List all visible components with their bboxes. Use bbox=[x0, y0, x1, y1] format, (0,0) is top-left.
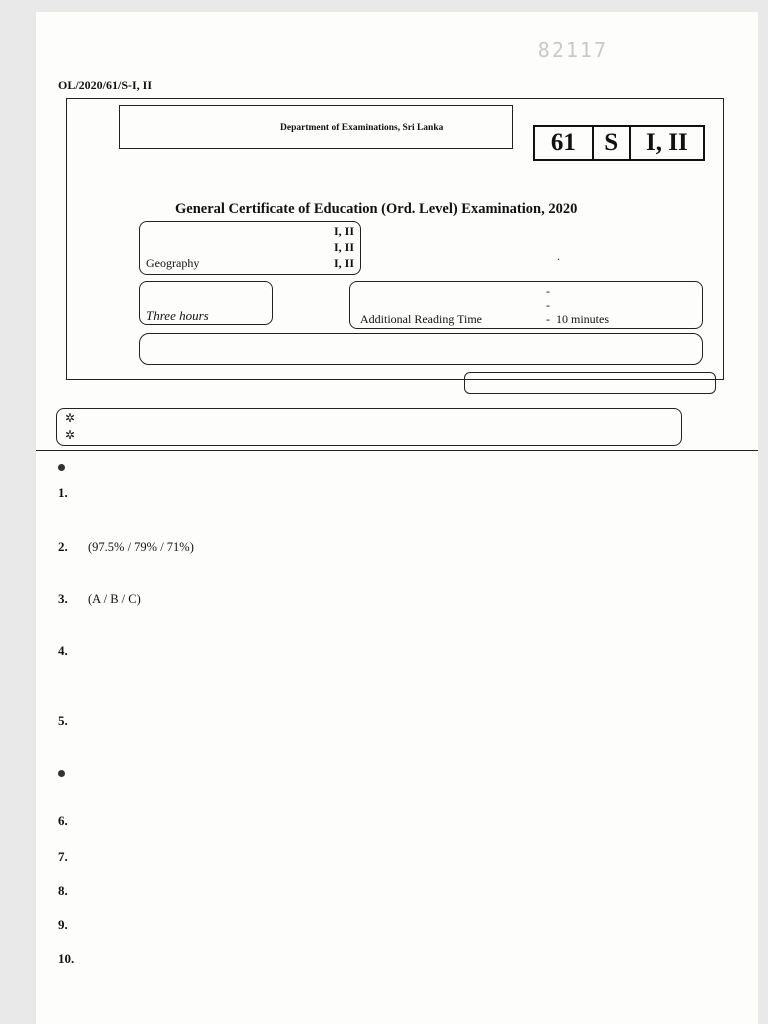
question-number: 7. bbox=[58, 849, 68, 864]
question-options: (A / B / C) bbox=[88, 592, 141, 606]
question-5 bbox=[58, 712, 678, 752]
reading-value bbox=[556, 284, 696, 299]
handwritten-code: 82117 bbox=[537, 38, 608, 62]
subject-code-box bbox=[533, 125, 705, 161]
reading-row bbox=[360, 312, 696, 327]
duration-english: Three hours bbox=[146, 308, 209, 323]
question-9 bbox=[58, 916, 678, 936]
part-a-instruction bbox=[58, 458, 698, 474]
header-frame bbox=[66, 98, 724, 380]
duration-box bbox=[139, 281, 273, 325]
question-3 bbox=[58, 590, 678, 630]
question-number: 3. bbox=[58, 591, 68, 606]
department-title: Department of Examinations, Sri Lanka bbox=[280, 123, 444, 133]
question-options: (97.5% / 79% / 71%) bbox=[88, 540, 194, 554]
paper-code: OL/2020/61/S-I, II bbox=[58, 78, 153, 92]
question-10 bbox=[58, 950, 678, 970]
question-6 bbox=[58, 812, 678, 832]
reading-row bbox=[360, 284, 696, 299]
reading-value: 10 minutes bbox=[556, 312, 609, 326]
instruction-line bbox=[65, 428, 79, 443]
asterisk-icon: ✲ bbox=[65, 428, 76, 442]
subject-row-sinhala bbox=[146, 224, 354, 239]
bullet-dot-icon bbox=[58, 464, 65, 471]
subject-box bbox=[139, 221, 361, 275]
question-8 bbox=[58, 882, 678, 902]
reading-time-box bbox=[349, 281, 703, 329]
question-number: 9. bbox=[58, 917, 68, 932]
subject-paper: I, II bbox=[333, 240, 354, 254]
subject-row-english bbox=[146, 256, 354, 271]
medium-code: S bbox=[594, 127, 631, 159]
department-banner bbox=[119, 105, 513, 149]
subject-number: 61 bbox=[535, 127, 594, 159]
instruction-line bbox=[65, 411, 79, 426]
reading-value bbox=[556, 298, 696, 313]
reading-dash: - bbox=[546, 312, 550, 326]
question-number: 6. bbox=[58, 813, 68, 828]
question-number: 5. bbox=[58, 713, 68, 728]
question-number: 4. bbox=[58, 643, 68, 658]
exam-title-english: General Certificate of Education (Ord. Level) Examination, 2020 bbox=[175, 201, 578, 217]
reading-instruction bbox=[139, 333, 703, 365]
reading-dash: - bbox=[546, 298, 550, 312]
question-number: 1. bbox=[58, 485, 68, 500]
question-7 bbox=[58, 848, 678, 868]
question-number: 2. bbox=[58, 539, 68, 554]
question-4 bbox=[58, 642, 678, 700]
subject-row-tamil bbox=[146, 240, 354, 255]
question-number: 8. bbox=[58, 883, 68, 898]
subject-paper: I, II bbox=[333, 224, 354, 238]
asterisk-icon: ✲ bbox=[65, 411, 76, 425]
question-2 bbox=[58, 538, 678, 578]
general-instructions bbox=[56, 408, 682, 446]
stray-dot: . bbox=[557, 249, 560, 263]
bullet-dot-icon bbox=[58, 770, 65, 777]
question-1 bbox=[58, 484, 678, 524]
index-number-field bbox=[464, 372, 716, 394]
reading-label: Additional Reading Time bbox=[360, 312, 483, 326]
question-number: 10. bbox=[58, 951, 75, 966]
reading-label bbox=[360, 298, 540, 313]
reading-dash: - bbox=[546, 284, 550, 298]
subject-name: Geography bbox=[146, 256, 200, 270]
exam-paper-sheet bbox=[36, 12, 758, 1024]
reading-row bbox=[360, 298, 696, 313]
reading-label bbox=[360, 284, 540, 299]
part-b-instruction bbox=[58, 764, 698, 796]
subject-paper: I, II bbox=[333, 256, 354, 270]
section-divider bbox=[36, 450, 758, 451]
paper-numbers: I, II bbox=[646, 129, 688, 156]
